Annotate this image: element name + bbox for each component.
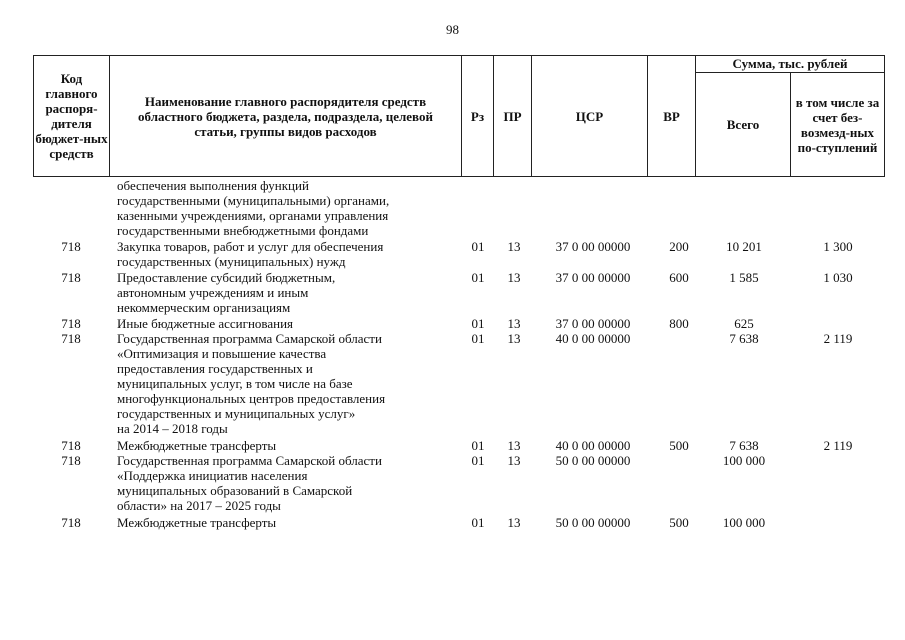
- row-name-line: на 2014 – 2018 годы: [117, 420, 228, 436]
- row-pr: 13: [507, 315, 521, 331]
- header-sum-title: Сумма, тыс. рублей: [696, 56, 884, 73]
- row-name-line: государственных и муниципальных услуг»: [117, 405, 356, 421]
- row-csr: 40 0 00 00000: [555, 330, 631, 346]
- table-row: [33, 239, 885, 270]
- row-total: 7 638: [729, 330, 759, 346]
- row-name: [117, 331, 457, 436]
- row-name-line: муниципальных услуг, в том числе на базе: [117, 375, 353, 391]
- row-name-line: многофункциональных центров предоставления: [117, 390, 386, 406]
- row-name-line: Межбюджетные трансферты: [117, 514, 277, 530]
- row-vr: 500: [669, 438, 689, 454]
- row-pr: 13: [507, 239, 521, 255]
- row-name-line: «Оптимизация и повышение качества: [117, 345, 327, 361]
- table-header: [33, 55, 885, 177]
- row-code: 718: [61, 453, 81, 469]
- table-row: [33, 453, 885, 514]
- row-name-line: некоммерческим организациям: [117, 299, 291, 315]
- header-total: Всего: [696, 73, 791, 176]
- row-code: 718: [61, 239, 81, 255]
- row-name: [117, 316, 457, 331]
- header-sum-group: [696, 56, 884, 176]
- header-rz: Рз: [462, 56, 494, 176]
- row-name-line: Государственная программа Самарской области: [117, 330, 382, 346]
- row-code: 718: [61, 438, 81, 454]
- row-pr: 13: [507, 330, 521, 346]
- row-name-line: Межбюджетные трансферты: [117, 438, 277, 454]
- row-csr: 40 0 00 00000: [555, 438, 631, 454]
- row-name-line: Государственная программа Самарской области: [117, 453, 382, 469]
- row-name-line: обеспечения выполнения функций: [117, 178, 309, 193]
- row-csr: 50 0 00 00000: [555, 514, 631, 530]
- row-name: [117, 178, 457, 238]
- row-total: 100 000: [722, 514, 766, 530]
- row-free: 1 030: [823, 269, 853, 285]
- row-vr: 500: [669, 514, 689, 530]
- row-name-line: Закупка товаров, работ и услуг для обеспечения: [117, 239, 384, 255]
- row-name-line: государственными (муниципальными) органами,: [117, 193, 390, 208]
- row-rz: 01: [471, 269, 485, 285]
- table-row: [33, 331, 885, 438]
- row-name-line: Предоставление субсидий бюджетным,: [117, 269, 336, 285]
- row-name-line: «Поддержка инициатив населения: [117, 468, 308, 484]
- row-code: 718: [61, 514, 81, 530]
- row-name-line: государственных (муниципальных) нужд: [117, 254, 346, 270]
- row-rz: 01: [471, 514, 485, 530]
- row-code: 718: [61, 330, 81, 346]
- row-total: 7 638: [729, 438, 759, 454]
- header-csr: ЦСР: [532, 56, 648, 176]
- page-number: 98: [446, 22, 459, 37]
- row-total: 100 000: [722, 453, 766, 469]
- row-name-line: Иные бюджетные ассигнования: [117, 315, 294, 331]
- row-vr: 800: [669, 315, 689, 331]
- row-rz: 01: [471, 239, 485, 255]
- row-pr: 13: [507, 453, 521, 469]
- row-csr: 50 0 00 00000: [555, 453, 631, 469]
- row-vr: 200: [669, 239, 689, 255]
- header-vr: ВР: [648, 56, 696, 176]
- row-name-line: предоставления государственных и: [117, 360, 313, 376]
- row-name: [117, 515, 457, 530]
- table-row: [33, 270, 885, 316]
- row-total: 625: [734, 315, 754, 331]
- row-total: 1 585: [729, 269, 759, 285]
- row-rz: 01: [471, 453, 485, 469]
- row-rz: 01: [471, 315, 485, 331]
- row-rz: 01: [471, 438, 485, 454]
- row-pr: 13: [507, 514, 521, 530]
- row-pr: 13: [507, 438, 521, 454]
- table-row: [33, 316, 885, 331]
- row-total: 10 201: [726, 239, 762, 255]
- row-name: [117, 438, 457, 453]
- row-name-line: казенными учреждениями, органами управления: [117, 208, 389, 223]
- row-name: [117, 453, 457, 513]
- row-name: [117, 239, 457, 269]
- row-name: [117, 270, 457, 315]
- row-rz: 01: [471, 330, 485, 346]
- row-code: 718: [61, 315, 81, 331]
- row-vr: 600: [669, 269, 689, 285]
- table-body: [33, 178, 885, 530]
- row-free: 2 119: [823, 330, 853, 346]
- row-free: 1 300: [823, 239, 853, 255]
- table-row: [33, 438, 885, 453]
- header-pr: ПР: [494, 56, 532, 176]
- row-pr: 13: [507, 269, 521, 285]
- header-name: Наименование главного распорядителя средств областного бюджета, раздела, подраздела, целевой статьи, группы видов расходов: [110, 56, 462, 176]
- header-free: в том числе за счет без-возмезд-ных по-ступлений: [795, 94, 880, 155]
- row-free: 2 119: [823, 438, 853, 454]
- row-csr: 37 0 00 00000: [555, 315, 631, 331]
- row-name-line: муниципальных образований в Самарской: [117, 483, 353, 499]
- row-name-line: автономным учреждениям и иным: [117, 284, 309, 300]
- header-code: Код главного распоря-дителя бюджет-ных средств: [34, 56, 110, 176]
- row-name-line: государственными внебюджетными фондами: [117, 223, 369, 238]
- table-row: [33, 178, 885, 239]
- row-csr: 37 0 00 00000: [555, 239, 631, 255]
- row-csr: 37 0 00 00000: [555, 269, 631, 285]
- row-code: 718: [61, 269, 81, 285]
- table-row: [33, 515, 885, 530]
- row-name-line: области» на 2017 – 2025 годы: [117, 498, 281, 514]
